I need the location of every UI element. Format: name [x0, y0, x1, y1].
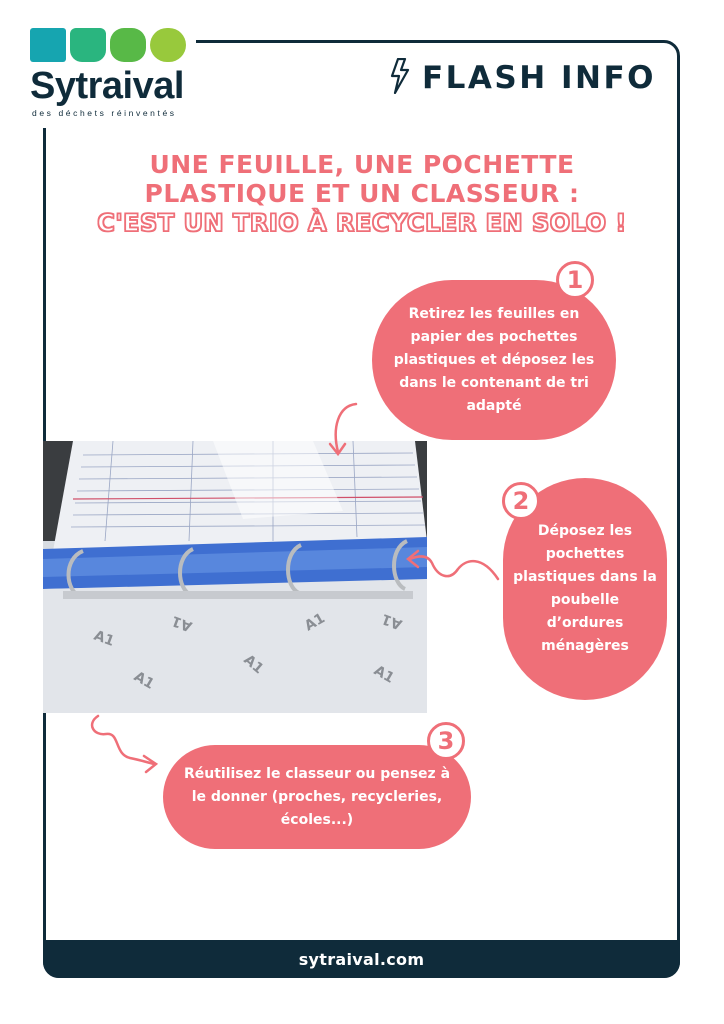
step-1-text: Retirez les feuilles en papier des pochettes plastiques et déposez les dans le contenant de tri adapté — [393, 305, 595, 414]
step-2-number: 2 — [502, 482, 540, 520]
svg-text:A1: A1 — [379, 610, 405, 633]
svg-text:A1: A1 — [91, 627, 117, 650]
logo-tagline: des déchets réinventés — [32, 108, 177, 118]
step-3-bubble — [163, 745, 471, 849]
headline-line-2: PLASTIQUE ET UN CLASSEUR : — [144, 179, 580, 208]
flash-info-label: FLASH INFO — [422, 60, 656, 96]
sytraival-logo — [30, 28, 190, 123]
arrow-to-photo-1 — [318, 400, 364, 460]
footer-bar — [43, 940, 680, 978]
svg-text:A1: A1 — [131, 668, 157, 693]
logo-name: Sytraival — [30, 65, 184, 107]
headline-line-3: C'EST UN TRIO À RECYCLER EN SOLO ! — [97, 209, 627, 237]
headline — [48, 150, 676, 238]
arrow-to-step-3 — [80, 712, 162, 774]
lightning-icon — [390, 58, 410, 98]
flash-info-header — [390, 58, 656, 98]
logo-color-swatches — [30, 28, 190, 62]
svg-text:A1: A1 — [302, 610, 328, 635]
svg-text:A1: A1 — [371, 662, 397, 687]
binder-photo — [43, 441, 427, 713]
step-2-text: Déposez les pochettes plastiques dans la poubelle d’ordures ménagères — [513, 523, 657, 654]
footer-website-link[interactable]: sytraival.com — [298, 949, 425, 969]
step-3-number: 3 — [427, 722, 465, 760]
headline-line-1: UNE FEUILLE, UNE POCHETTE — [149, 150, 575, 179]
logo-swatch-4 — [150, 28, 186, 62]
logo-swatch-3 — [110, 28, 146, 62]
step-1-number: 1 — [556, 261, 594, 299]
logo-swatch-1 — [30, 28, 66, 62]
svg-text:A1: A1 — [169, 612, 195, 635]
step-1-bubble — [372, 280, 616, 440]
arrow-to-photo-2 — [402, 545, 502, 595]
svg-text:A1: A1 — [240, 651, 267, 678]
step-3-text: Réutilisez le classeur ou pensez à le donner (proches, recycleries, écoles...) — [183, 765, 451, 828]
logo-swatch-2 — [70, 28, 106, 62]
